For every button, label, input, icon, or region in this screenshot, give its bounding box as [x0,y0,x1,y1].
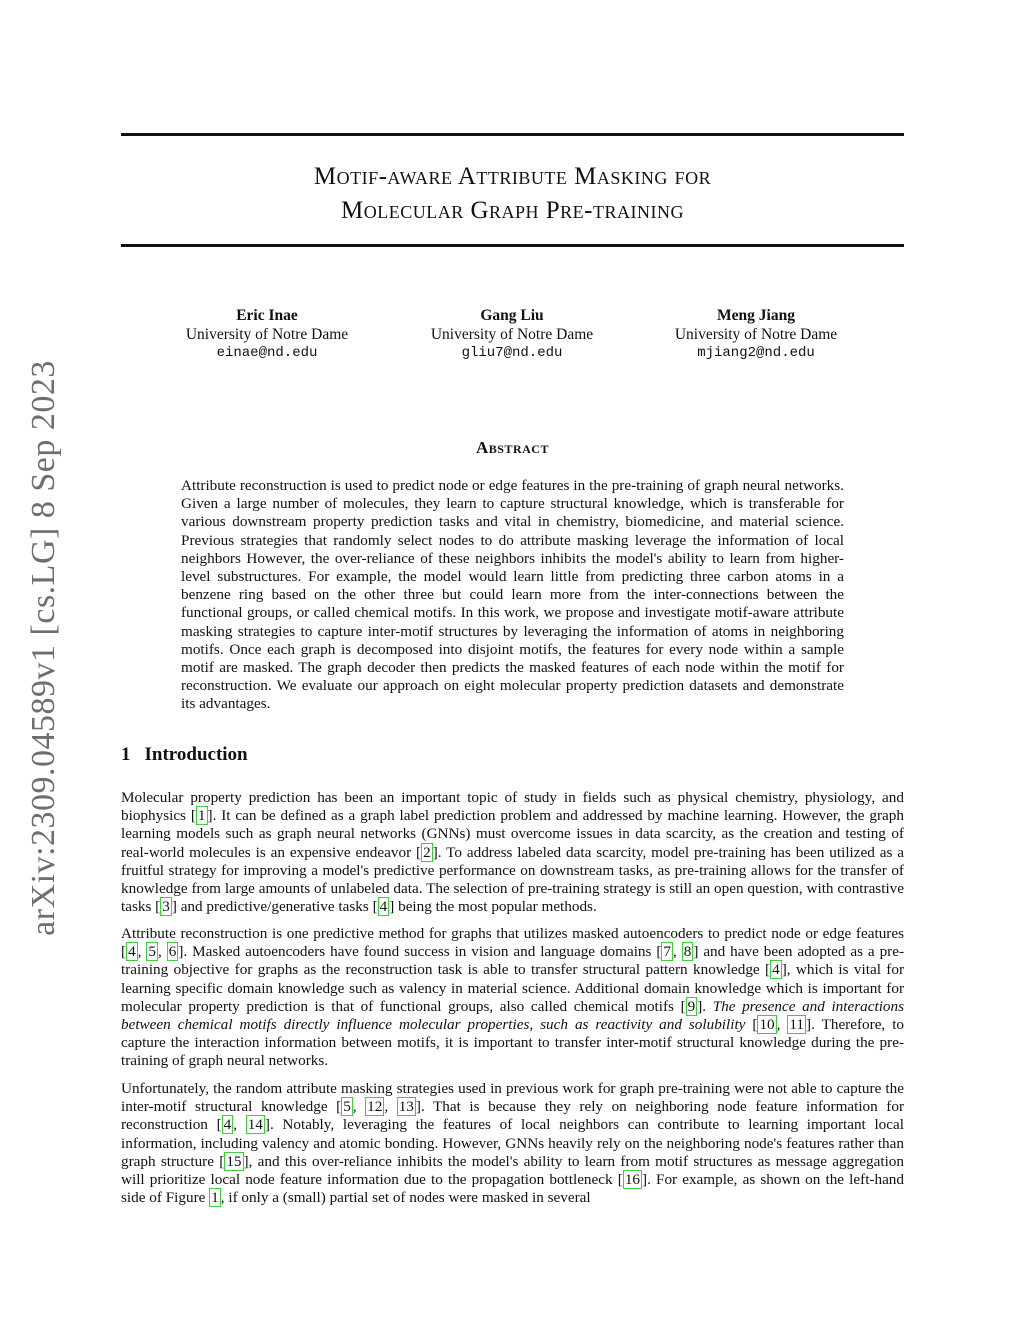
citation-link[interactable]: 15 [226,1152,242,1170]
author-name: Gang Liu [480,307,544,324]
citation-link[interactable]: 12 [367,1098,383,1116]
author-affiliation: University of Notre Dame [674,326,838,343]
abstract-text: Attribute reconstruction is used to predict node or edge features in the pre-training of graph neural networks. Given a large number of molecules, they learn to capture structural knowledge, which is transferable for various downstream property prediction tasks and vital in chemistry, biomedicine, and material science. Previous strategies that randomly select nodes to do attribute masking leverage the information of local neighbors However, the over-reliance of these neighbors inhibits the model's ability to learn from higher-level substructures. For example, the model would learn little from predicting three carbon atoms in a benzene ring based on the other three but could learn more from the inter-connections between the functional groups, or called chemical motifs. In this work, we propose and investigate motif-aware attribute masking strategies to capture inter-motif structures by leveraging the information of atoms in neighboring motifs. Once each graph is decomposed into disjoint motifs, the features for every node within a sample motif are masked. The graph decoder then predicts the masked features of each node within the motif for reconstruction. We evaluate our approach on eight molecular property prediction datasets and demonstrate its advantages. [181,477,844,713]
text-run: and have been adopted as a pre-training objective for graphs as the reconstruction task is able to transfer structural pattern knowledge [121,943,905,979]
author-name: Meng Jiang [717,307,795,324]
arxiv-sidebar-stamp: arXiv:2309.04589v1 [cs.LG] 8 Sep 2023 [25,360,62,936]
author-block-1 [147,306,387,363]
text-run: and predictive/generative tasks [176,898,373,916]
text-run: . It can be defined as a graph label prediction problem and addressed by machine learning. However, the graph learning models such as graph neural networks (GNNs) must overcome issues in data scarcity, as the creation and testing of real-world molecules is an expensive endeavor [121,807,904,861]
text-run: , and this over-reliance inhibits the model's ability to learn from motif structures as message aggregation will prioritize local node feature information due to the propagation bottleneck [121,1152,904,1189]
citation-link[interactable]: 3 [162,898,170,916]
author-block-2 [392,306,632,363]
text-run: . Therefore, to capture the interaction information between motifs, it is important to transfer inter-motif structural knowledge during the pre-training of graph neural networks. [121,1016,905,1070]
citation-link[interactable]: 1 [197,807,206,825]
text-run: Attribute reconstruction is one predictive method for graphs that utilizes masked autoencoders to predict node or edge features [121,925,904,942]
citation-link[interactable]: 4 [772,961,780,979]
citation-link[interactable]: 4 [223,1116,232,1134]
section-heading [121,744,248,766]
intro-paragraph-1: Molecular property prediction has been an important topic of study in fields such as physical chemistry, physiology, and biophysics [ 1 ]. It can be defined as a graph label prediction problem and addressed by machine learning. However, the graph learning models such as graph neural networks (GNNs) must overcome issues in data scarcity, as the creation and testing of real-world molecules is an expensive endeavor [ 2 ]. To address labeled data scarcity, model pre-training has been utilized as a fruitful strategy for improving a model's predictive performance on downstream tasks, as pre-training allows for the transfer of knowledge from large amounts of unlabeled data. The selection of pre-training strategy is still an open question, with contrastive tasks [ 3 ] and predictive/generative tasks [ 4 ] being the most popular methods. [121,789,905,916]
intro-paragraph-3: Unfortunately, the random attribute masking strategies used in previous work for graph pre-training were not able to capture the inter-motif structural knowledge [ 5 , 12 , 13 ]. That is because they rely on neighboring node feature information for reconstruction [ 4 , 14 ]. Notably, leveraging the features of local neighbors can contribute to learning important local information, including valency and atomic bonding. However, GNNs heavily rely on the neighboring node's features rather than graph structure [ 15 ], and this over-reliance inhibits the model's ability to learn from motif structures as message aggregation will prioritize local node feature information due to the propagation bottleneck [ 16 ]. For example, as shown on the left-hand side of Figure 1 , if only a (small) partial set of nodes were masked in several [121,1080,905,1207]
paper-title-line-2: Molecular Graph Pre-training [340,197,684,224]
text-run: . [702,997,713,1015]
paper-title-line-1: Motif-aware Attribute Masking for [313,163,712,190]
author-block-3 [636,306,876,363]
emphasis-text: The presence and interactions between chemical motifs directly influence molecular properties, such as reactivity and solubility [121,997,905,1034]
abstract-heading: Abstract [476,438,549,457]
citation-link[interactable]: 9 [687,997,696,1015]
title-rule-top [121,133,904,136]
text-run: . Masked autoencoders have found success in vision and language domains [183,943,657,961]
section-title: Introduction [144,744,248,765]
intro-paragraph-2: Attribute reconstruction is one predictive method for graphs that utilizes masked autoencoders to predict node or edge features [ 4 , 5 , 6 ]. Masked autoencoders have found success in vision and language domains [ 7 , 8 ] and have been adopted as a pre-training objective for graphs as the reconstruction task is able to transfer structural pattern knowledge [ 4 ], which is vital for learning specific domain knowledge such as valency in material science. Additional domain knowledge which is important for molecular property prediction is that of functional groups, also called chemical motifs [ 9 ]. The presence and interactions between chemical motifs directly influence molecular properties, such as reactivity and solubility [ 10 , 11 ]. Therefore, to capture the interaction information between motifs, it is important to transfer inter-motif structural knowledge during the pre-training of graph neural networks. [121,925,905,1070]
author-email[interactable]: einae@nd.edu [216,345,318,361]
text-run: . For example, as shown on the left-hand side of Figure [121,1171,904,1207]
citation-link[interactable]: 7 [663,943,671,961]
figure-link[interactable]: 1 [211,1189,219,1207]
citation-link[interactable]: 10 [759,1016,775,1034]
author-name: Eric Inae [236,307,298,324]
text-run: Molecular property prediction has been an important topic of study in fields such as physical chemistry, physiology, and biophysics [121,789,904,825]
citation-link[interactable]: 5 [148,943,156,961]
citation-link[interactable]: 16 [624,1171,640,1189]
citation-link[interactable]: 13 [398,1098,414,1116]
text-run: . To address labeled data scarcity, model pre-training has been utilized as a fruitful strategy for improving a model's predictive performance on downstream tasks, as pre-training allows for the transfer of knowledge from large amounts of unlabeled data. The selection of pre-training strategy is still an open question, with contrastive tasks [121,843,905,916]
text-run: being the most popular methods. [394,898,597,916]
citation-link[interactable]: 11 [789,1016,805,1034]
author-affiliation: University of Notre Dame [185,326,349,343]
citation-link[interactable]: 2 [423,843,431,861]
citation-link[interactable]: 14 [247,1116,263,1134]
text-run: , if only a (small) partial set of nodes were masked in several [220,1189,591,1207]
section-number: 1 [121,744,131,765]
citation-link[interactable]: 6 [168,943,177,961]
citation-link[interactable]: 5 [343,1098,351,1116]
citation-link[interactable]: 4 [128,943,136,961]
text-run [745,1016,752,1033]
author-email[interactable]: mjiang2@nd.edu [697,345,815,361]
text-run: . That is because they rely on neighboring node feature information for reconstruction [121,1098,905,1134]
text-run: , which is vital for learning specific domain knowledge such as valency in material science. Additional domain knowledge which is important for molecular property prediction is that of functional groups, also called chemical motifs [121,961,905,1015]
author-affiliation: University of Notre Dame [430,326,594,343]
title-rule-bottom [121,244,904,247]
citation-link[interactable]: 4 [379,898,388,916]
author-email[interactable]: gliu7@nd.edu [461,345,563,361]
text-run: . Notably, leveraging the features of local neighbors can contribute to learning important local information, including valency and atomic bonding. However, GNNs heavily rely on the neighboring node's features rather than graph structure [121,1116,904,1170]
text-run: Unfortunately, the random attribute masking strategies used in previous work for graph pre-training were not able to capture the inter-motif structural knowledge [121,1080,904,1116]
citation-link[interactable]: 8 [683,943,692,961]
